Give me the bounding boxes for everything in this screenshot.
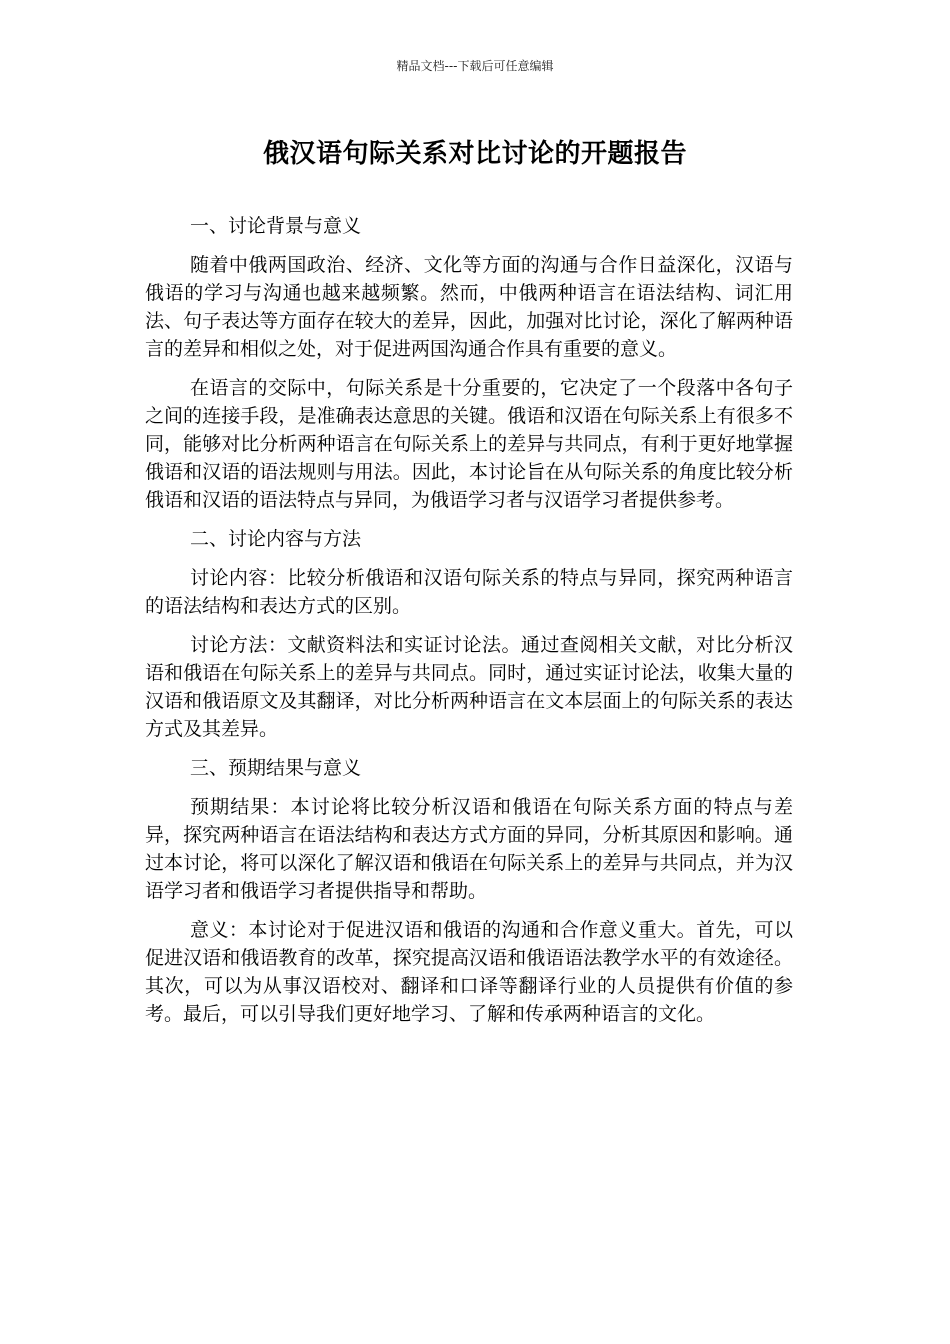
section-expected-results	[145, 754, 793, 1028]
paragraph: 意义：本讨论对于促进汉语和俄语的沟通和合作意义重大。首先，可以促进汉语和俄语教育的改革，探究提高汉语和俄语语法教学水平的有效途径。其次，可以为从事汉语校对、翻译和口译等翻译行业的人员提供有价值的参考。最后，可以引导我们更好地学习、了解和传承两种语言的文化。	[145, 919, 793, 1025]
section-background	[145, 212, 793, 514]
paragraph: 讨论方法：文献资料法和实证讨论法。通过查阅相关文献，对比分析汉语和俄语在句际关系上的差异与共同点。同时，通过实证讨论法，收集大量的汉语和俄语原文及其翻译，对比分析两种语言在文本层面上的句际关系的表达方式及其差异。	[145, 634, 793, 740]
paragraph: 随着中俄两国政治、经济、文化等方面的沟通与合作日益深化，汉语与俄语的学习与沟通也越来越频繁。然而，中俄两种语言在语法结构、词汇用法、句子表达等方面存在较大的差异，因此，加强对比讨论，深化了解两种语言的差异和相似之处，对于促进两国沟通合作具有重要的意义。	[145, 254, 793, 360]
paragraph: 讨论内容：比较分析俄语和汉语句际关系的特点与异同，探究两种语言的语法结构和表达方式的区别。	[145, 567, 793, 617]
section-heading: 三、预期结果与意义	[190, 757, 362, 779]
document-title: 俄汉语句际关系对比讨论的开题报告	[262, 139, 687, 169]
document-body	[145, 212, 793, 1039]
paragraph: 在语言的交际中，句际关系是十分重要的，它决定了一个段落中各句子之间的连接手段，是准确表达意思的关键。俄语和汉语在句际关系上有很多不同，能够对比分析两种语言在句际关系上的差异与共同点，有利于更好地掌握俄语和汉语的语法规则与用法。因此，本讨论旨在从句际关系的角度比较分析俄语和汉语的语法特点与异同，为俄语学习者与汉语学习者提供参考。	[145, 377, 793, 511]
section-content-method	[145, 525, 793, 743]
section-heading: 二、讨论内容与方法	[190, 528, 362, 550]
section-heading: 一、讨论背景与意义	[190, 215, 362, 237]
paragraph: 预期结果：本讨论将比较分析汉语和俄语在句际关系方面的特点与差异，探究两种语言在语法结构和表达方式方面的异同，分析其原因和影响。通过本讨论，将可以深化了解汉语和俄语在句际关系上的差异与共同点，并为汉语学习者和俄语学习者提供指导和帮助。	[145, 796, 793, 902]
page-header: 精品文档---下载后可任意编辑	[396, 59, 554, 73]
